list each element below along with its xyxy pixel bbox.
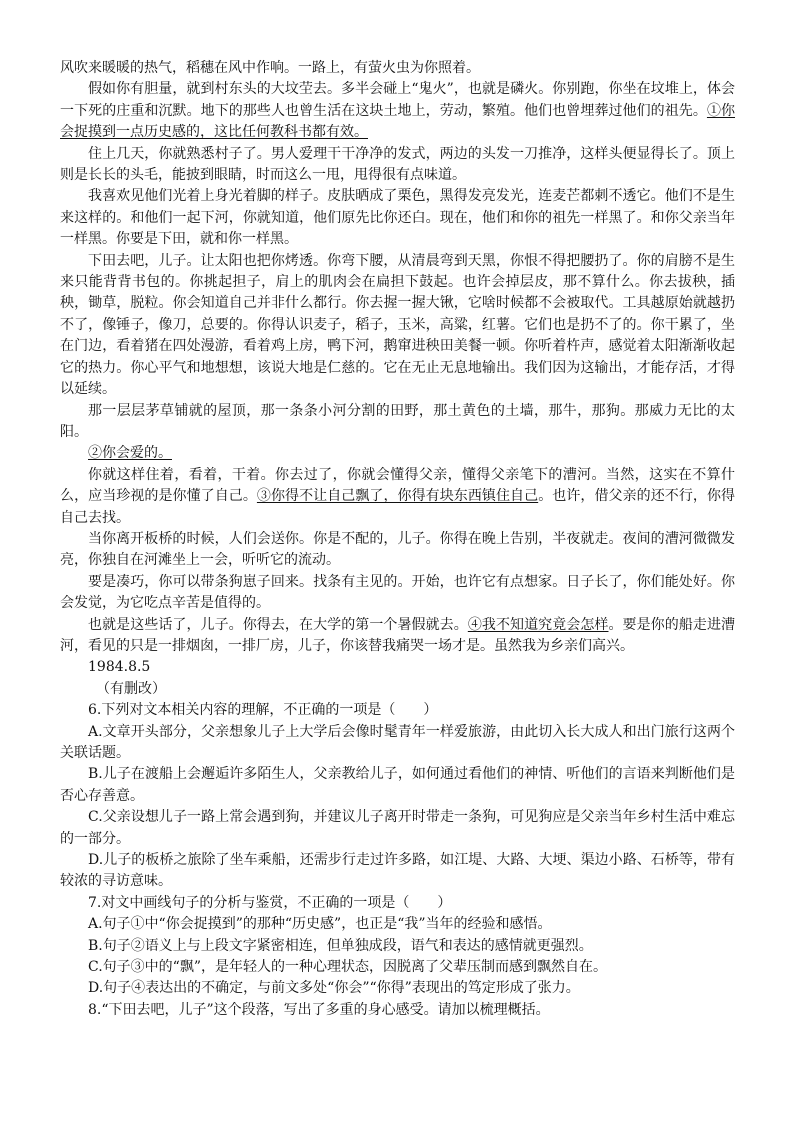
question-7-stem: 7.对文中画线句子的分析与鉴赏，不正确的一项是（ ） xyxy=(88,894,452,911)
essay-paragraph-0: 风吹来暖暖的热气，稻穗在风中作响。一路上，有萤火虫为你照着。 xyxy=(60,60,480,76)
question-6-stem: 6.下列对文本相关内容的理解，不正确的一项是（ ） xyxy=(88,702,438,719)
essay-paragraph-9: 要是凑巧，你可以带条狗崽子回来。找条有主见的。开始，也许它有点想家。日子长了，你们能处好。你会发觉，为它吃点辛苦是值得的。 xyxy=(60,573,735,612)
essay-paragraph-7-text-b: 。也许，借父亲的还不行，你得自己去找。 xyxy=(60,488,736,526)
essay-paragraph-3: 我喜欢见他们光着上身光着脚的样子。皮肤晒成了栗色，黑得发亮发光，连麦芒都刺不透它。他们不是生来这样的。和他们一起下河，你就知道，他们原先比你还白。现在，他们和你的祖先一样黑了。和你父亲当年一样黑。你要是下田，就和你一样黑。 xyxy=(60,188,735,248)
essay-paragraph-7-text-a: 你就这样住着，看着，干着。你去过了，你就会懂得父亲，懂得父亲笔下的漕河。当然，这实在不算什么，应当珍视的是你懂了自己。 xyxy=(60,466,735,505)
essay-paragraph-10-text-a: 也就是这些话了，儿子。你得去，在大学的第一个暑假就去。 xyxy=(88,616,468,633)
essay-paragraph-1-text: 假如你有胆量，就到村东头的大坟茔去。多半会碰上“鬼火”，也就是磷火。你别跑，你坐在坟堆上，体会一下死的庄重和沉默。地下的那些人也曾生活在这块土地上，劳动，繁殖。他们也曾埋葬过他们的祖先。 xyxy=(60,81,735,119)
question-8-stem: 8.“下田去吧，儿子”这个段落，写出了多重的身心感受。请加以梳理概括。 xyxy=(88,1001,550,1018)
essay-paragraph-8: 当你离开板桥的时候，人们会送你。你是不配的，儿子。你得在晚上告别，半夜就走。夜间的漕河微微发亮，你独自在河滩坐上一会，听听它的流动。 xyxy=(60,530,735,569)
underlined-sentence-2: ②你会爱的。 xyxy=(88,445,172,462)
underlined-sentence-3: ③你得不让自己飘了，你得有块东西镇住自己 xyxy=(256,488,539,505)
question-7-option-a: A.句子①中“你会捉摸到”的那种“历史感”，也正是“我”当年的经验和感悟。 xyxy=(88,916,552,933)
question-7-option-c: C.句子③中的“飘”，是年轻人的一种心理状态，因脱离了父辈压制而感到飘然自在。 xyxy=(88,959,607,976)
question-7-option-b: B.句子②语义上与上段文字紧密相连，但单独成段，语气和表达的感情就更强烈。 xyxy=(88,937,593,954)
essay-paragraph-10-text-b: 。要是你的船走进漕河，看见的只是一排烟囱，一排厂房，儿子，你该替我痛哭一场才是。虽然我为乡亲们高兴。 xyxy=(60,616,736,654)
essay-source-note: （有删改） xyxy=(96,680,166,697)
essay-paragraph-4: 下田去吧，儿子。让太阳也把你烤透。你弯下腰，从清晨弯到天黑，你恨不得把腰扔了。你的肩膀不是生来只能背背书包的。你挑起担子，肩上的肌肉会在扁担下鼓起。也许会掉层皮，那不算什么。你去拔秧，插秧，锄草，脱粒。你会知道自己并非什么都行。你去握一握大锹，它啥时候都不会被取代。工具越原始就越扔不了，像锤子，像刀，总要的。你得认识麦子，稻子，玉米，高粱，红薯。它们也是扔不了的。你干累了，坐在门边，看着猪在四处漫游，看着鸡上房，鸭下河，鹅窜进秧田美餐一顿。你听着杵声，感觉着太阳渐渐收起它的热力。你心平气和地想想，该说大地是仁慈的。它在无止无息地输出。我们因为这输出，才能存活，才得以延续。 xyxy=(60,252,735,398)
essay-paragraph-6 xyxy=(60,443,735,464)
essay-paragraph-1 xyxy=(60,79,735,143)
essay-paragraph-10 xyxy=(60,615,735,658)
document-page xyxy=(60,58,735,1021)
question-6-option-c: C.父亲设想儿子一路上常会遇到狗，并建议儿子离开时带走一条狗，可见狗应是父亲当年乡村生活中难忘的一部分。 xyxy=(60,809,735,847)
question-6-option-d: D.儿子的板桥之旅除了坐车乘船，还需步行走过许多路，如江堤、大路、大埂、渠边小路、石桥等，带有较浓的寻访意味。 xyxy=(60,852,735,890)
question-7-option-d: D.句子④表达出的不确定，与前文多处“你会”“你得”表现出的笃定形成了张力。 xyxy=(88,980,580,997)
essay-paragraph-2: 住上几天，你就熟悉村子了。男人爱理干干净净的发式，两边的头发一刀推净，这样头便显得长了。顶上则是长长的头毛，能披到眼睛，时而这么一甩，甩得很有点味道。 xyxy=(60,145,735,184)
essay-paragraph-7 xyxy=(60,465,735,529)
essay-date: 1984.8.5 xyxy=(88,659,151,676)
question-6-option-a: A.文章开头部分，父亲想象儿子上大学后会像时髦青年一样爱旅游，由此切入长大成人和出门旅行这两个关联话题。 xyxy=(60,723,735,761)
underlined-sentence-1: ①你会捉摸到一点历史感的，这比任何教科书都有效。 xyxy=(60,102,736,141)
underlined-sentence-4: ④我不知道究竟会怎样 xyxy=(467,616,609,633)
essay-paragraph-5: 那一层层茅草铺就的屋顶，那一条条小河分割的田野，那土黄色的土墙，那牛，那狗。那威力无比的太阳。 xyxy=(60,402,735,440)
question-6-option-b: B.儿子在渡船上会邂逅许多陌生人，父亲教给儿子，如何通过看他们的神情、听他们的言语来判断他们是否心存善意。 xyxy=(60,766,735,804)
